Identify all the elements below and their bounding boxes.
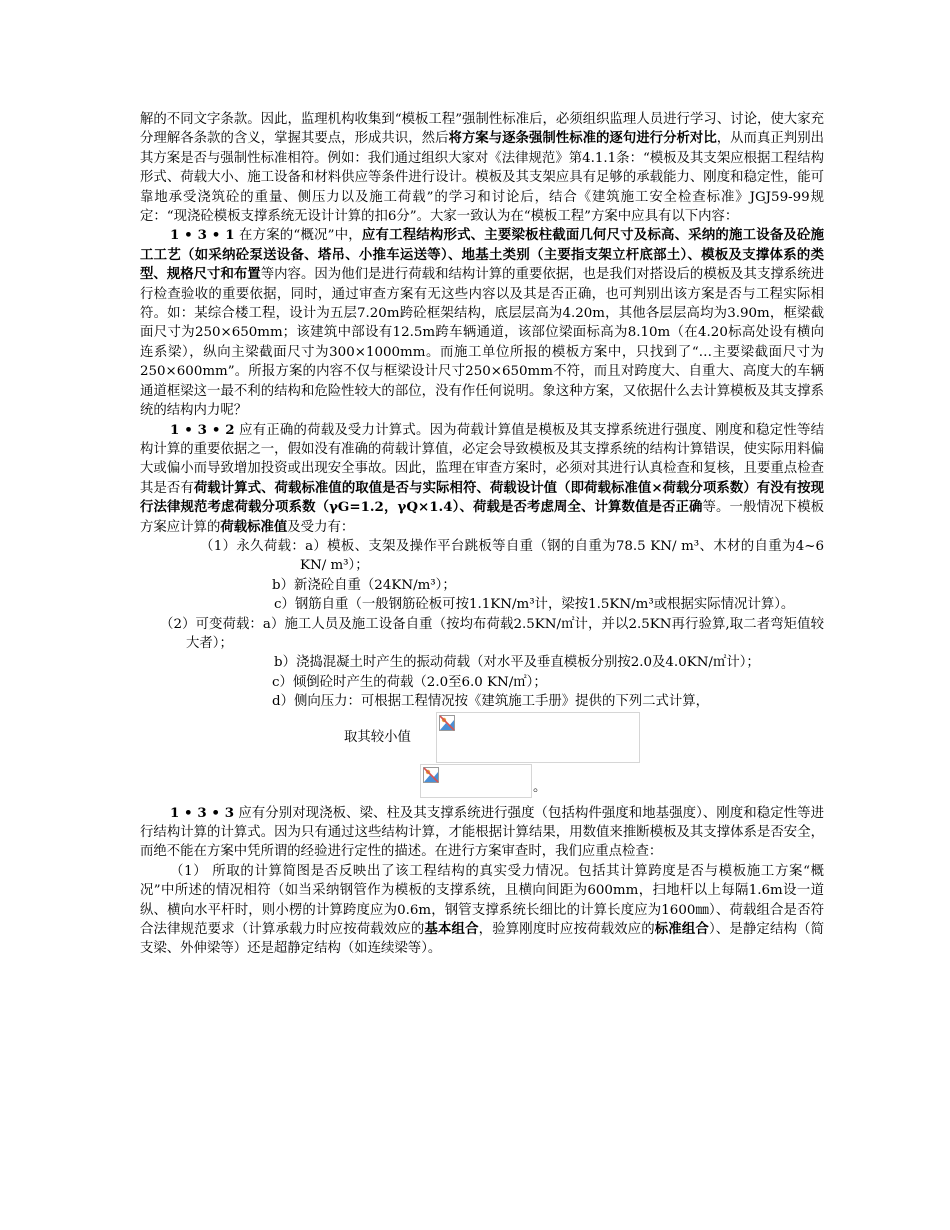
section-number: 1 • 3 • 2 [170,421,235,438]
formula-image-1 [436,712,640,763]
permanent-load-b: b）新浇砼自重（24KN/m³）； [272,577,456,593]
section-number: 1 • 3 • 3 [170,804,235,821]
formula-image-2 [420,764,532,798]
formula-label: 取其较小值 [344,729,411,745]
text-run: （1） 所取的计算简图是否反映出了该工程结构的真实受力情况。包括其计算跨度是否与模板施工方案“概况”中所述的情况相符（如当采纳钢管作为模板的支撑系统，且横向间距为600mm，扫地杆以上每隔1.6m设一道纵、横向水平杆时，则小楞的计算跨度应为0.6m，钢管支撑系统长细比的计算长度应为1600㎜）、荷载组合是否符合法律规范要求（计算承载力时应按荷载效应的 [140,863,824,938]
text-run: 应有分别对现浇板、梁、柱及其支撑系统进行强度（包括构件强度和地基强度）、刚度和稳定性等进行结构计算的计算式。因为只有通过这些结构计算，才能根据计算结果，用数值来推断模板及其支撑体系是否安全，而绝不能在方案中凭所谓的经验进行定性的描述。在进行方案审查时，我们应重点检查： [140,805,824,860]
paragraph-intro [140,110,824,226]
text-run: 等内容。因为他们是进行荷载和结构计算的重要依据，也是我们对搭设后的模板及其支撑系统进行检查验收的重要依据，同时，通过审查方案有无这些内容以及其是否正确，也可判别出该方案是否与工程实际相符。如：某综合楼工程，设计为五层7.20m跨砼框架结构，底层层高为4.20m，其他各层层高均为3.90m，框梁截面尺寸为250×650mm；该建筑中部设有12.5m跨车辆通道，该部位梁面标高为8.10m（在4.20标高处设有横向连系梁），纵向主梁截面尺寸为300×1000mm。而施工单位所报的模板方案中，只找到了“…主要梁截面尺寸为250×600mm”。所报方案的内容不仅与框梁设计尺寸250×650mm不符，而且对跨度大、自重大、高度大的车辆通道框梁这一最不利的结构和危险性较大的部位，没有作任何说明。象这种方案，又依据什么去计算模板及其支撑系统的结构内力呢？ [140,267,825,419]
permanent-load-a: （1）永久荷载：a）模板、支架及操作平台跳板等自重（钢的自重为78.5 KN/ m³、木材的自重为4~6 KN/ m³）； [200,538,824,574]
permanent-load-c: c）钢筋自重（一般钢筋砼板可按1.1KN/m³计，梁按1.5KN/m³或根据实际情况计算）。 [274,597,795,613]
section-1-3-1 [140,226,824,420]
bold-text-run: 荷载计算式、荷载标准值的取值是否与实际相符、荷载设计值（即荷载标准值×荷载分项系数）有没有按现行法律规范考虑荷载分项系数（γG=1.2，γQ×1.4）、荷载是否考虑周全、计算数值是否正确 [140,479,825,516]
variable-load-c: c）倾倒砼时产生的荷载（2.0至6.0 KN/㎡）； [272,674,547,690]
broken-image-icon [439,715,455,731]
bold-text-run: 标准组合 [654,921,709,938]
text-run: ）、是静定结构（简支梁、外伸梁等）还是超静定结构（如连续梁等）。 [140,922,825,957]
text-run: 解的不同文字条款。因此，监理机构收集到“模板工程”强制性标准后，必须组织监理人员进行学习、讨论，使大家充分理解各条款的含义，掌握其要点，形成共识，然后 [140,112,824,147]
variable-load-a: （2）可变荷载：a）施工人员及施工设备自重（按均布荷载2.5KN/㎡计，并以2.5KN再行验算,取二者弯矩值较大者）； [160,616,824,651]
check-item-1 [140,862,824,959]
text-run: 等。一般情况下模板方案应计算的 [140,500,824,535]
variable-load-d: d）侧向压力：可根据工程情况按《建筑施工手册》提供的下列二式计算， [272,694,710,710]
formula-period: 。 [533,779,547,795]
text-run: 在方案的“概况”中， [234,228,362,244]
variable-load-b: b）浇捣混凝土时产生的振动荷载（对水平及垂直模板分别按2.0及4.0KN/㎡计）； [274,655,760,671]
bold-text-run: 将方案与逐条强制性标准的逐句进行分析对比 [448,130,717,147]
formula-block [140,712,824,798]
bold-text-run: 荷载标准值 [220,518,288,535]
section-1-3-2 [140,421,824,537]
section-1-3-3 [140,804,824,862]
document-page [140,110,824,959]
section-number: 1 • 3 • 1 [170,227,235,244]
text-run: ，验算刚度时应按荷载效应的 [478,922,655,938]
broken-image-icon [423,767,439,783]
bold-text-run: 应有工程结构形式、主要梁板柱截面几何尺寸及标高、采纳的施工设备及砼施工工艺（如采纳砼泵送设备、塔吊、小推车运送等）、地基土类别（主要指支架立杆底部土）、模板及支撑体系的类型、规格尺寸和布置 [140,227,825,283]
bold-text-run: 基本组合 [424,921,479,938]
text-run: ，从而真正判别出其方案是否与强制性标准相符。例如：我们通过组织大家对《法律规范》第4.1.1条：“模板及其支架应根据工程结构形式、荷载大小、施工设备和材料供应等条件进行设计。模板及其支架应具有足够的承载能力、刚度和稳定性，能可靠地承受浇筑砼的重量、侧压力以及施工荷载”的学习和讨论后，结合《建筑施工安全检查标准》JGJ59-99规定：“现浇砼模板支撑系统无设计计算的扣6分”。大家一致认为在“模板工程”方案中应具有以下内容： [140,131,825,225]
text-run: 应有正确的荷载及受力计算式。因为荷载计算值是模板及其支撑系统进行强度、刚度和稳定性等结构计算的重要依据之一，假如没有准确的荷载计算值，必定会导致模板及其支撑系统的结构计算错误，使实际用料偏大或偏小而导致增加投资或出现安全事故。因此，监理在审查方案时，必须对其进行认真检查和复核，且要重点检查其是否有 [140,422,824,496]
text-run: 及受力有： [287,519,355,535]
